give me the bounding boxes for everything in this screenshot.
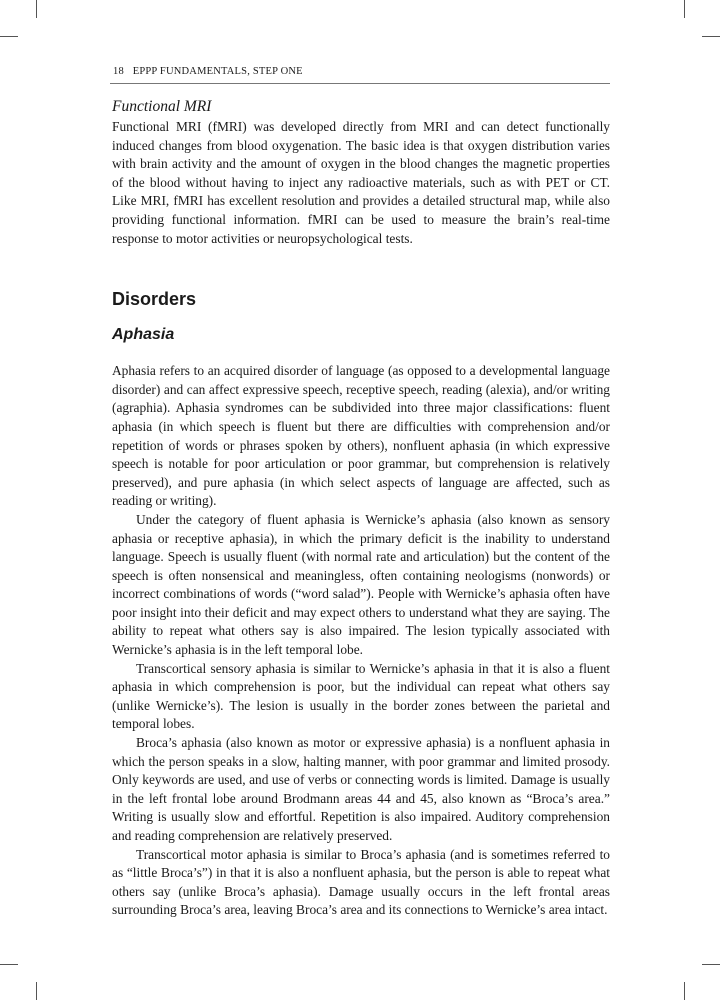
aphasia-heading: Aphasia	[112, 326, 175, 344]
aphasia-paragraph-2: Under the category of fluent aphasia is Wernicke’s aphasia (also known as sensory aphasia or receptive aphasia), in which the primary deficit is the inability to understand language. Speech is usually fluent (with normal rate and articulation) but the content of the speech is often nonsensical and meaningless, often containing neologisms (nonwords) or incorrect combinations of words (“word salad”). People with Wernicke’s aphasia often have poor insight into their deficit and may expect others to understand what they are saying. The ability to repeat what others say is also impaired. The lesion typically associated with Wernicke’s aphasia is in the left temporal lobe.	[112, 511, 610, 658]
running-head-title: EPPP FUNDAMENTALS, STEP ONE	[132, 66, 303, 77]
running-head	[113, 66, 303, 77]
page-body	[112, 97, 610, 920]
crop-mark-top-left	[36, 0, 37, 18]
aphasia-paragraph-4: Broca’s aphasia (also known as motor or expressive aphasia) is a nonfluent aphasia in which the person speaks in a slow, halting manner, with poor grammar and limited prosody. Only keywords are used, and use of verbs or connecting words is limited. Damage is usually in the left frontal lobe around Brodmann areas 44 and 45, also known as “Broca’s area.” Writing is usually slow and effortful. Repetition is also impaired. Auditory comprehension and reading comprehension are relatively preserved.	[112, 735, 610, 843]
functional-mri-heading: Functional MRI	[112, 98, 212, 115]
functional-mri-paragraph: Functional MRI (fMRI) was developed directly from MRI and can detect functionally induced changes from blood oxygenation. The basic idea is that oxygen distribution varies with brain activity and the amount of oxygen in the blood changes the magnetic properties of the blood without having to inject any radioactive materials, such as with PET or CT. Like MRI, fMRI has excellent resolution and provides a detailed structural map, while also providing functional information. fMRI can be used to measure the brain’s real-time response to motor activities or neuropsychological tests.	[112, 119, 610, 246]
page-number: 18	[113, 66, 124, 77]
aphasia-paragraph-1: Aphasia refers to an acquired disorder of language (as opposed to a developmental language disorder) and can affect expressive speech, receptive speech, reading (alexia), and/or writing (agraphia). Aphasia syndromes can be subdivided into three major classifications: fluent aphasia (in which speech is fluent but there are difficulties with comprehension and/or repetition of words or phrases spoken by others), nonfluent aphasia (in which expressive speech is notable for poor articulation or poor grammar, but comprehension is relatively preserved), and pure aphasia (in which select aspects of language are affected, such as reading or writing).	[112, 363, 610, 509]
header-rule	[110, 83, 610, 84]
crop-mark-right-top	[702, 36, 720, 37]
crop-mark-left-bottom	[0, 964, 18, 965]
crop-mark-bottom-left	[36, 982, 37, 1000]
aphasia-paragraph-5: Transcortical motor aphasia is similar to Broca’s aphasia (and is sometimes referred to as “little Broca’s”) in that it is also a nonfluent aphasia, but the person is able to repeat what others say (unlike Broca’s aphasia). Damage usually occurs in the left frontal areas surrounding Broca’s area, leaving Broca’s area and its connections to Wernicke’s area intact.	[112, 846, 610, 918]
aphasia-paragraph-3: Transcortical sensory aphasia is similar to Wernicke’s aphasia in that it is also a fluent aphasia in which comprehension is poor, but the individual can repeat what others say (unlike Wernicke’s). The lesion is usually in the border zones between the parietal and temporal lobes.	[112, 660, 610, 732]
disorders-heading: Disorders	[112, 289, 197, 310]
crop-mark-top-right	[684, 0, 685, 18]
crop-mark-bottom-right	[684, 982, 685, 1000]
crop-mark-left-top	[0, 36, 18, 37]
crop-mark-right-bottom	[702, 964, 720, 965]
